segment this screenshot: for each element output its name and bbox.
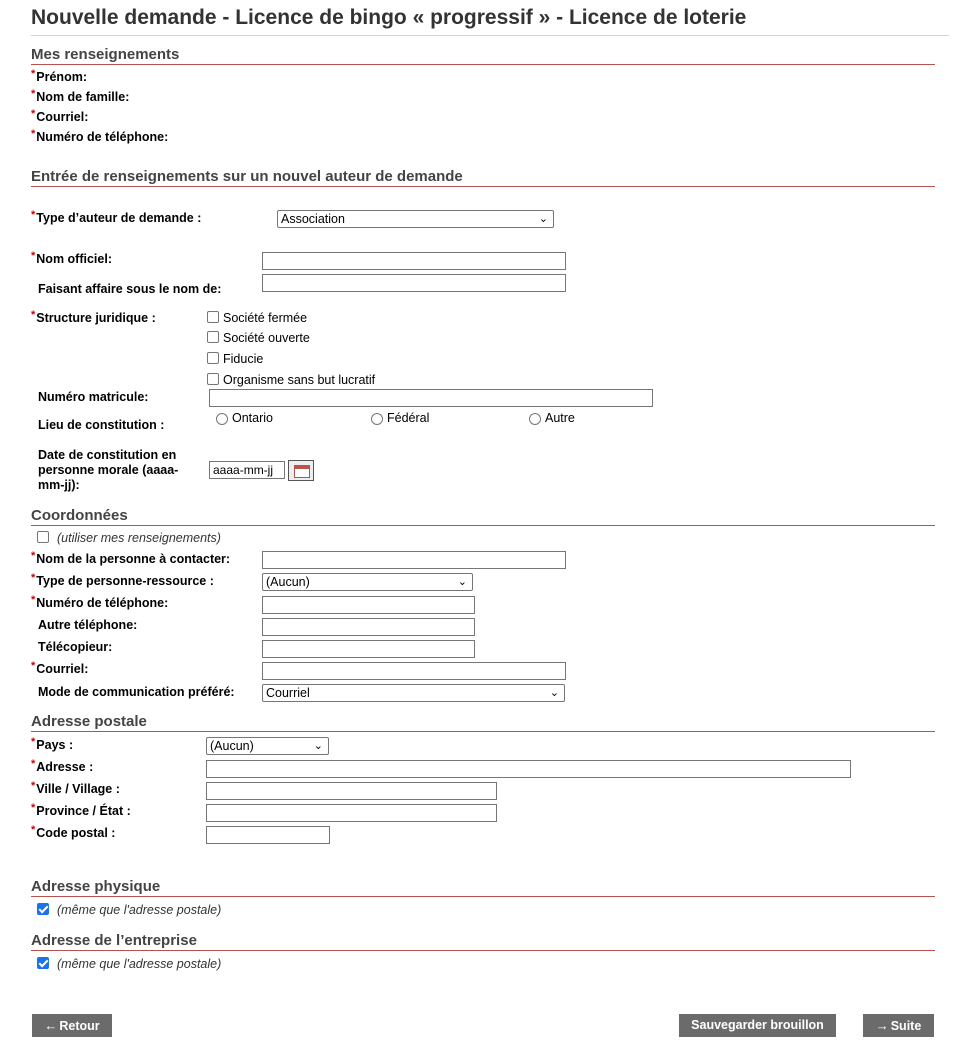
coord-telephone-input[interactable] [262, 596, 475, 614]
radio-federal[interactable] [371, 413, 383, 425]
code-postal-input[interactable] [206, 826, 330, 844]
label-telephone: *Numéro de téléphone: [31, 128, 169, 144]
label-adresse: *Adresse : [31, 758, 94, 774]
label-nom-contact: *Nom de la personne à contacter: [31, 550, 231, 566]
faisant-affaire-input[interactable] [262, 274, 566, 292]
province-input[interactable] [206, 804, 497, 822]
checkbox-utiliser-renseignements[interactable] [37, 531, 49, 543]
label-societe-fermee: Société fermée [223, 311, 308, 325]
section-coordonnees: Coordonnées [31, 507, 935, 526]
label-federal: Fédéral [387, 411, 430, 425]
pays-select[interactable]: (Aucun) ⌄ [206, 737, 329, 755]
label-province: *Province / État : [31, 802, 131, 818]
label-utiliser-renseignements: (utiliser mes renseignements) [57, 531, 221, 545]
chevron-down-icon: ⌄ [457, 576, 467, 588]
label-structure-juridique: *Structure juridique : [31, 309, 156, 325]
section-nouvel-auteur: Entrée de renseignements sur un nouvel auteur de demande [31, 168, 935, 187]
label-type-ressource: *Type de personne-ressource : [31, 572, 214, 588]
section-mes-renseignements: Mes renseignements [31, 46, 935, 65]
page-title: Nouvelle demande - Licence de bingo « progressif » - Licence de loterie [31, 6, 747, 29]
suite-button[interactable]: → Suite [863, 1014, 934, 1037]
sauvegarder-brouillon-button[interactable]: Sauvegarder brouillon [679, 1014, 836, 1037]
label-nom-officiel: *Nom officiel: [31, 250, 112, 266]
checkbox-societe-ouverte[interactable] [207, 331, 219, 343]
autre-telephone-input[interactable] [262, 618, 475, 636]
nom-officiel-input[interactable] [262, 252, 566, 270]
label-type-auteur: *Type d’auteur de demande : [31, 209, 202, 225]
checkbox-meme-adresse-entreprise[interactable] [37, 957, 49, 969]
label-date-constitution: Date de constitution en personne morale (aaaa-mm-jj): [38, 448, 179, 492]
label-autre: Autre [545, 411, 575, 425]
arrow-left-icon: ← [44, 1018, 58, 1033]
type-auteur-select[interactable]: Association ⌄ [277, 210, 554, 228]
adresse-input[interactable] [206, 760, 851, 778]
matricule-input[interactable] [209, 389, 653, 407]
radio-autre[interactable] [529, 413, 541, 425]
chevron-down-icon: ⌄ [313, 740, 323, 752]
coord-courriel-input[interactable] [262, 662, 566, 680]
label-meme-adresse-physique: (même que l'adresse postale) [57, 903, 222, 917]
label-meme-adresse-entreprise: (même que l'adresse postale) [57, 957, 222, 971]
nom-contact-input[interactable] [262, 551, 566, 569]
label-lieu-constitution: Lieu de constitution : [38, 418, 165, 432]
label-matricule: Numéro matricule: [38, 390, 149, 404]
checkbox-societe-fermee[interactable] [207, 311, 219, 323]
calendar-icon[interactable] [288, 460, 314, 481]
section-adresse-postale: Adresse postale [31, 713, 935, 732]
label-mode-communication: Mode de communication préféré: [38, 685, 235, 699]
label-ontario: Ontario [232, 411, 273, 425]
checkbox-fiducie[interactable] [207, 352, 219, 364]
label-courriel: *Courriel: [31, 108, 89, 124]
date-constitution-input[interactable] [209, 461, 285, 479]
title-divider [31, 35, 949, 36]
chevron-down-icon: ⌄ [538, 213, 548, 225]
section-adresse-entreprise: Adresse de l’entreprise [31, 932, 935, 951]
mode-communication-select[interactable]: Courriel ⌄ [262, 684, 565, 702]
checkbox-osbl[interactable] [207, 373, 219, 385]
label-code-postal: *Code postal : [31, 824, 116, 840]
checkbox-meme-adresse-physique[interactable] [37, 903, 49, 915]
type-ressource-select[interactable]: (Aucun) ⌄ [262, 573, 473, 591]
label-fiducie: Fiducie [223, 352, 264, 366]
label-ville: *Ville / Village : [31, 780, 120, 796]
arrow-right-icon: → [875, 1018, 889, 1033]
label-faisant-affaire: Faisant affaire sous le nom de: [38, 282, 222, 296]
label-societe-ouverte: Société ouverte [223, 331, 310, 345]
retour-button[interactable]: ← Retour [32, 1014, 112, 1037]
label-prenom: *Prénom: [31, 68, 87, 84]
label-autre-telephone: Autre téléphone: [38, 618, 138, 632]
label-coord-courriel: *Courriel: [31, 660, 89, 676]
radio-ontario[interactable] [216, 413, 228, 425]
ville-input[interactable] [206, 782, 497, 800]
label-telecopieur: Télécopieur: [38, 640, 113, 654]
telecopieur-input[interactable] [262, 640, 475, 658]
label-coord-telephone: *Numéro de téléphone: [31, 594, 169, 610]
label-osbl: Organisme sans but lucratif [223, 373, 376, 387]
section-adresse-physique: Adresse physique [31, 878, 935, 897]
chevron-down-icon: ⌄ [549, 687, 559, 699]
label-pays: *Pays : [31, 736, 74, 752]
label-nom-famille: *Nom de famille: [31, 88, 130, 104]
